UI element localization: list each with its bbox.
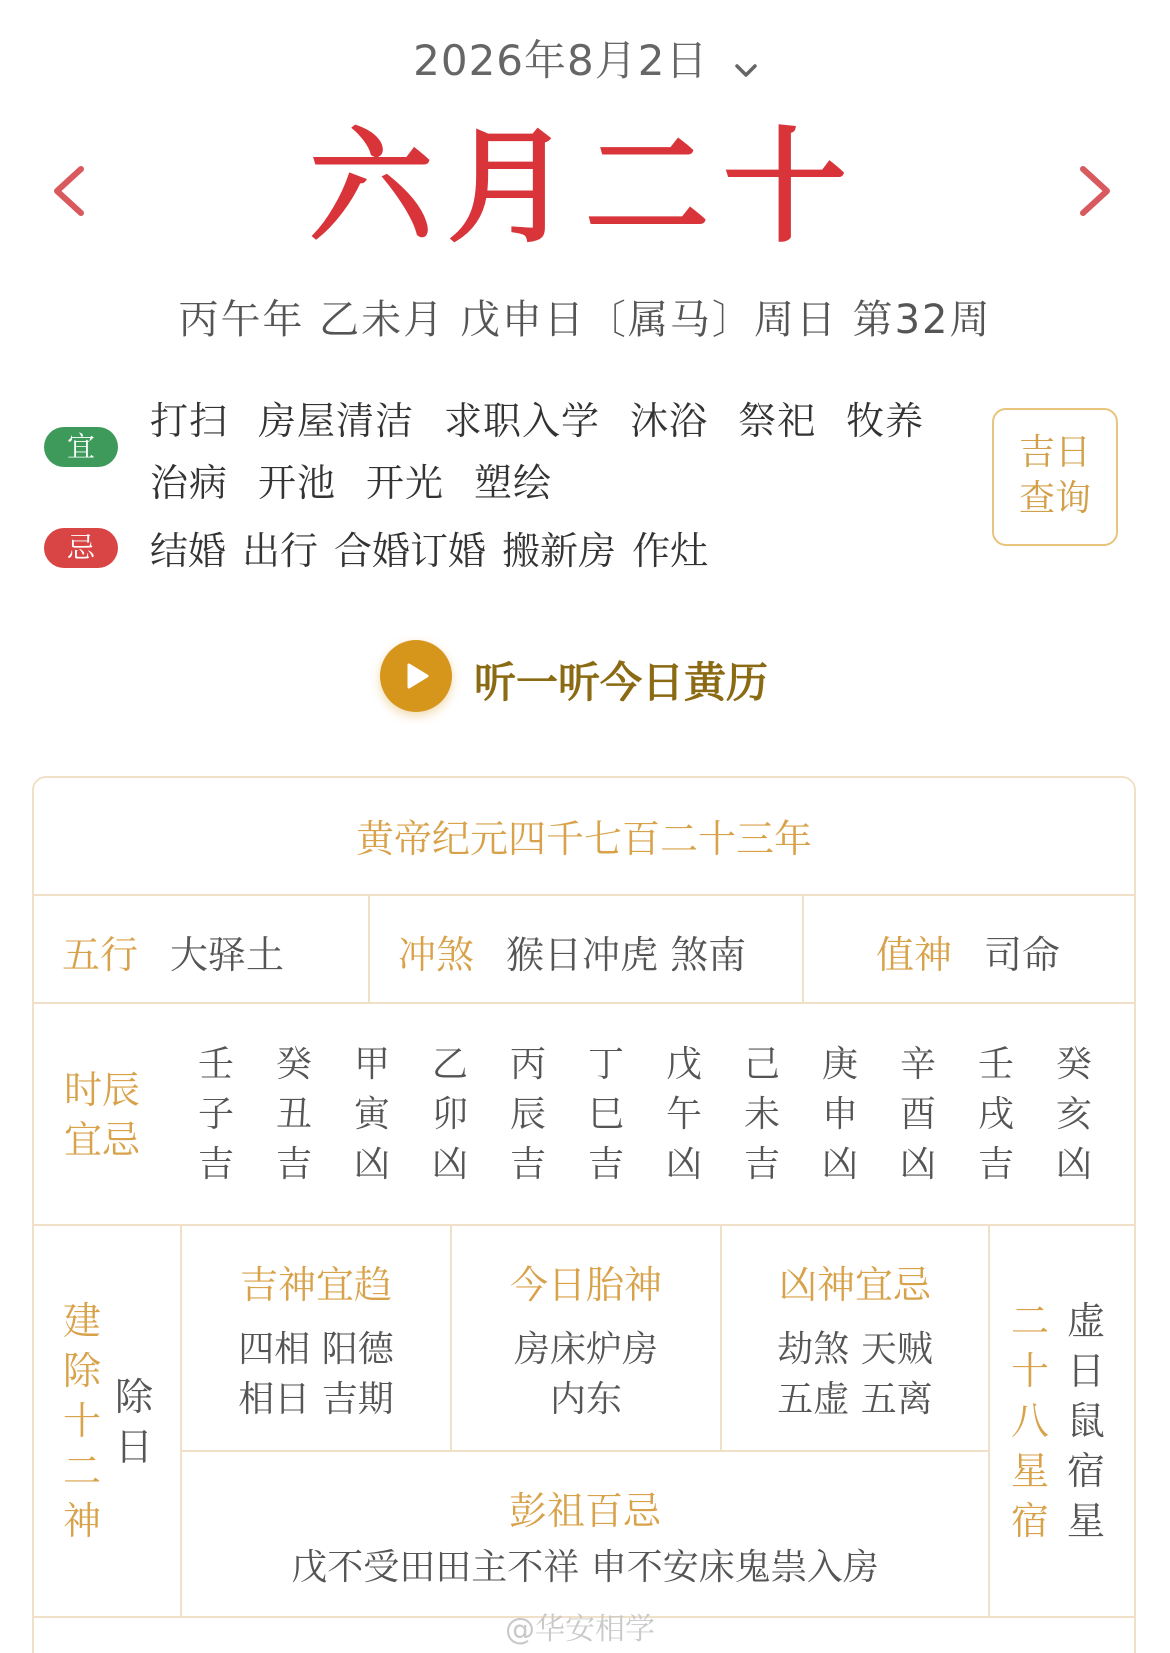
- wuxing-label: 五行: [62, 933, 139, 977]
- jianchu-label-char: 建: [62, 1299, 101, 1343]
- zhishen-cell: [876, 924, 1060, 979]
- jishen-title: 吉神宜趋: [239, 1263, 392, 1307]
- yi-items-line2: [150, 452, 582, 507]
- yi-item: 房屋清洁: [258, 399, 415, 443]
- shichen-gan: 癸: [275, 1044, 312, 1085]
- shichen-gan: 丁: [587, 1044, 624, 1085]
- wuxing-cell: [62, 924, 284, 979]
- shichen-luck: 吉: [275, 1144, 312, 1185]
- jishen-line1: 四相 阳德: [238, 1329, 394, 1370]
- ji-item: 搬新房: [502, 529, 617, 573]
- shichen-label: [64, 1065, 140, 1165]
- yi-item: 求职入学: [444, 399, 601, 443]
- shichen-gan: 庚: [821, 1044, 858, 1085]
- chongsha-label: 冲煞: [398, 933, 475, 977]
- chevron-down-icon: [735, 39, 757, 88]
- shichen-luck: 吉: [743, 1144, 780, 1185]
- shichen-luck: 吉: [509, 1144, 546, 1185]
- chongsha-value: 猴日冲虎 煞南: [506, 933, 747, 977]
- yi-item: 塑绘: [474, 461, 553, 505]
- jianchu-value-char: 日: [114, 1425, 153, 1469]
- xiu-label-char: 八: [1010, 1399, 1049, 1443]
- ji-item: 合婚订婚: [334, 529, 487, 573]
- shichen-gan: 己: [743, 1044, 780, 1085]
- watermark: @华安相学: [505, 1612, 655, 1647]
- jiri-query-button[interactable]: [992, 408, 1118, 546]
- shichen-gan: 壬: [197, 1044, 234, 1085]
- xiu-label-char: 星: [1010, 1449, 1049, 1493]
- yi-badge: 宜: [44, 427, 118, 467]
- shichen-column: [1044, 1040, 1104, 1190]
- jianchu-label: [60, 1296, 104, 1546]
- jianchu-label-char: 除: [62, 1349, 101, 1393]
- xiongshen-line1: 劫煞 天贼: [777, 1329, 933, 1370]
- shichen-label-line1: 时辰: [64, 1068, 141, 1112]
- jianchu-value-char: 除: [114, 1375, 153, 1419]
- ji-items: [150, 520, 724, 575]
- shichen-zhi: 戌: [977, 1094, 1014, 1135]
- shichen-gan: 壬: [977, 1044, 1014, 1085]
- shichen-column: [576, 1040, 636, 1190]
- shichen-zhi: 巳: [587, 1094, 624, 1135]
- shichen-gan: 乙: [431, 1044, 468, 1085]
- shichen-gan: 丙: [509, 1044, 546, 1085]
- pengzu-title: 彭祖百忌: [508, 1489, 661, 1533]
- xiongshen-title: 凶神宜忌: [778, 1263, 931, 1307]
- xiongshen-cell: [722, 1254, 988, 1425]
- shichen-zhi: 申: [821, 1094, 858, 1135]
- shichen-column: [654, 1040, 714, 1190]
- shichen-luck: 吉: [197, 1144, 234, 1185]
- shichen-zhi: 丑: [275, 1094, 312, 1135]
- shichen-gan: 甲: [353, 1044, 390, 1085]
- chongsha-cell: [398, 924, 746, 979]
- taishen-cell: [452, 1254, 720, 1425]
- shichen-luck: 凶: [665, 1144, 702, 1185]
- jishen-line2: 相日 吉期: [238, 1379, 394, 1420]
- shichen-luck: 凶: [1055, 1144, 1092, 1185]
- shichen-zhi: 未: [743, 1094, 780, 1135]
- jiri-query-label-line2: 查询: [1018, 478, 1091, 519]
- pengzu-text: 戊不受田田主不祥 申不安床鬼祟入房: [291, 1547, 879, 1588]
- shichen-zhi: 亥: [1055, 1094, 1092, 1135]
- yi-item: 打扫: [150, 399, 229, 443]
- shichen-luck: 吉: [977, 1144, 1014, 1185]
- shichen-column: [732, 1040, 792, 1190]
- yi-item: 开池: [258, 461, 337, 505]
- shichen-column: [498, 1040, 558, 1190]
- taishen-title: 今日胎神: [509, 1263, 662, 1307]
- shichen-luck: 凶: [431, 1144, 468, 1185]
- shichen-gan: 癸: [1055, 1044, 1092, 1085]
- yi-item: 开光: [366, 461, 445, 505]
- taishen-line1: 房床炉房: [513, 1329, 658, 1370]
- xiu-label-char: 十: [1010, 1349, 1049, 1393]
- ganzhi-line: 丙午年 乙未月 戊申日〔属马〕周日 第32周: [178, 297, 992, 343]
- wuxing-value: 大驿土: [170, 933, 285, 977]
- yi-item: 祭祀: [738, 399, 817, 443]
- xiu-label-char: 宿: [1010, 1499, 1049, 1543]
- ji-item: 出行: [242, 529, 319, 573]
- play-icon: [380, 640, 452, 712]
- yi-item: 治病: [150, 461, 229, 505]
- shichen-column: [342, 1040, 402, 1190]
- shichen-luck: 凶: [821, 1144, 858, 1185]
- shichen-luck: 凶: [899, 1144, 936, 1185]
- shichen-zhi: 午: [665, 1094, 702, 1135]
- xiu-value-char: 日: [1066, 1349, 1105, 1393]
- ji-item: 作灶: [632, 529, 709, 573]
- ji-badge: 忌: [44, 528, 118, 568]
- shichen-column: [264, 1040, 324, 1190]
- shichen-zhi: 寅: [353, 1094, 390, 1135]
- jianchu-label-char: 二: [62, 1449, 101, 1493]
- xiu-value: [1064, 1296, 1108, 1546]
- shichen-column: [888, 1040, 948, 1190]
- yi-items-line1: [150, 390, 954, 445]
- jiri-query-label-line1: 吉日: [1018, 432, 1091, 473]
- xiu-value-char: 虚: [1066, 1299, 1105, 1343]
- listen-almanac-label: 听一听今日黄历: [474, 658, 769, 707]
- xiu-value-char: 宿: [1066, 1449, 1105, 1493]
- shichen-zhi: 子: [197, 1094, 234, 1135]
- shichen-gan: 戊: [665, 1044, 702, 1085]
- zhishen-label: 值神: [876, 933, 953, 977]
- xiu-label-char: 二: [1010, 1299, 1049, 1343]
- xiu-label: [1008, 1296, 1052, 1546]
- xiu-value-char: 星: [1066, 1499, 1105, 1543]
- shichen-column: [810, 1040, 870, 1190]
- taishen-line2: 内东: [549, 1379, 622, 1420]
- jishen-cell: [182, 1254, 450, 1425]
- jianchu-label-char: 十: [62, 1399, 101, 1443]
- yi-item: 牧养: [846, 399, 925, 443]
- shichen-zhi: 酉: [899, 1094, 936, 1135]
- shichen-label-line2: 宜忌: [64, 1118, 141, 1162]
- shichen-luck: 凶: [353, 1144, 390, 1185]
- shichen-column: [966, 1040, 1026, 1190]
- jianchu-label-char: 神: [62, 1499, 101, 1543]
- shichen-column: [420, 1040, 480, 1190]
- ji-item: 结婚: [150, 529, 227, 573]
- xiongshen-line2: 五虚 五离: [777, 1379, 933, 1420]
- shichen-column: [186, 1040, 246, 1190]
- shichen-luck: 吉: [587, 1144, 624, 1185]
- solar-date: 2026年8月2日: [413, 36, 709, 85]
- era-title: 黄帝纪元四千七百二十三年: [355, 817, 812, 861]
- zhishen-value: 司命: [984, 933, 1061, 977]
- yi-item: 沐浴: [630, 399, 709, 443]
- date-selector[interactable]: [0, 28, 1170, 88]
- xiu-value-char: 鼠: [1066, 1399, 1105, 1443]
- shichen-gan: 辛: [899, 1044, 936, 1085]
- shichen-zhi: 辰: [509, 1094, 546, 1135]
- pengzu-cell: [182, 1480, 988, 1593]
- lunar-date-title: 六月二十: [308, 115, 861, 260]
- jianchu-value: [112, 1372, 156, 1472]
- shichen-zhi: 卯: [431, 1094, 468, 1135]
